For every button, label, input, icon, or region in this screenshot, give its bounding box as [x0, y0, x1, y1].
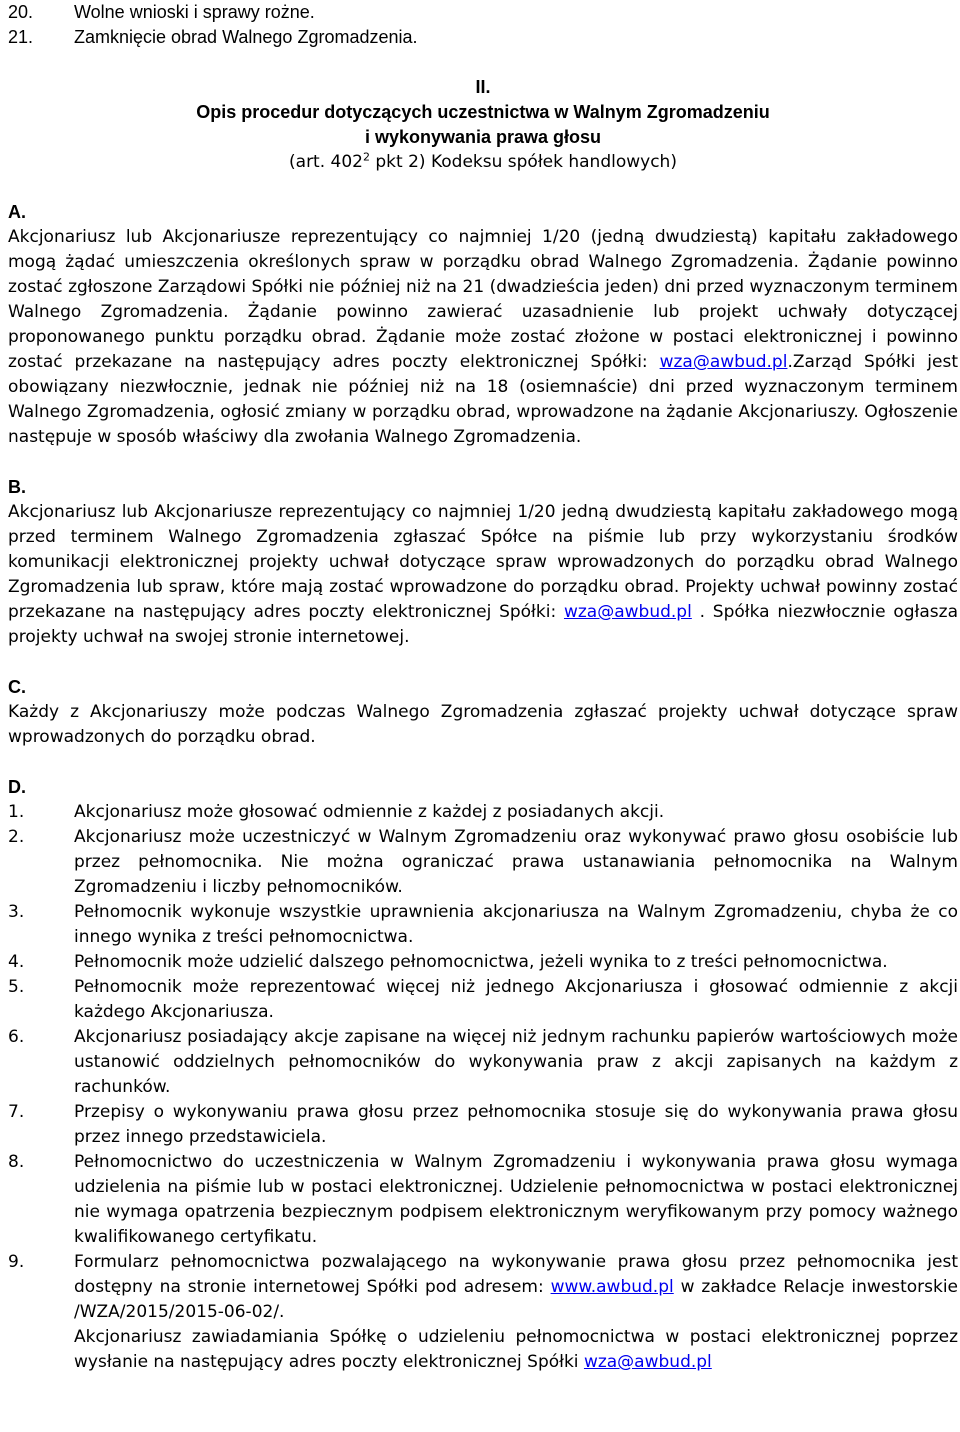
section-c-body: Każdy z Akcjonariuszy może podczas Walnego Zgromadzenia zgłaszać projekty uchwał dotyczące spraw wprowadzonych do porządku obrad. — [8, 702, 958, 747]
list-item-number: 3. — [8, 902, 25, 922]
email-link[interactable]: wza@awbud.pl — [659, 352, 788, 372]
section-a-title: A. — [8, 202, 26, 222]
item9-paragraph — [74, 1250, 958, 1325]
agenda-item-text: Zamknięcie obrad Walnego Zgromadzenia. — [74, 27, 418, 47]
list-item — [8, 975, 958, 1025]
section-b-text-continued: . Spółka niezwłocznie ogłasza projekty uchwał na swojej stronie internetowej. — [8, 602, 958, 647]
list-item-text: Pełnomocnik może reprezentować więcej niż jednego Akcjonariusza i głosować odmiennie z akcji każdego Akcjonariusza. — [74, 977, 958, 1022]
list-item — [8, 1250, 958, 1375]
list-item — [8, 1025, 958, 1100]
list-item-number: 5. — [8, 977, 25, 997]
section-a-body — [8, 225, 958, 450]
agenda-item — [8, 0, 958, 25]
agenda-item-number: 20. — [8, 2, 34, 22]
list-item-text: Akcjonariusz może uczestniczyć w Walnym Zgromadzeniu oraz wykonywać prawo głosu osobiście lub przez pełnomocnika. Nie można ograniczać prawa ustanawiania pełnomocnika na Walnym Zgromadzeniu i liczby pełnomocników. — [74, 827, 958, 897]
list-item-text: Akcjonariusz posiadający akcje zapisane na więcej niż jednym rachunku papierów wartościowych może ustanowić oddzielnych pełnomocników do wykonywania praw z akcji zapisanych na każdym z rachunków. — [74, 1027, 958, 1097]
list-item — [8, 800, 958, 825]
email-link[interactable]: wza@awbud.pl — [563, 602, 692, 622]
section-heading — [8, 75, 958, 150]
section-d — [8, 775, 958, 1375]
item9-note-text: Akcjonariusz zawiadamiania Spółkę o udzieleniu pełnomocnictwa w postaci elektronicznej poprzez wysłanie na następujący adres poczty elektronicznej Spółki — [74, 1327, 958, 1372]
agenda-item — [8, 25, 958, 50]
spacer — [8, 750, 958, 775]
email-link[interactable]: wza@awbud.pl — [583, 1352, 712, 1372]
section-b-body — [8, 500, 958, 650]
list-item-number: 1. — [8, 802, 25, 822]
list-item-text: Pełnomocnik może udzielić dalszego pełnomocnictwa, jeżeli wynika to z treści pełnomocnictwa. — [74, 952, 888, 972]
list-item-number: 6. — [8, 1027, 25, 1047]
legal-ref-suffix: pkt 2) Kodeksu spółek handlowych) — [369, 152, 677, 172]
spacer — [8, 175, 958, 200]
list-item-number: 4. — [8, 952, 25, 972]
list-item-text: Pełnomocnictwo do uczestniczenia w Walnym Zgromadzeniu i wykonywania prawa głosu wymaga udzielenia na piśmie lub w postaci elektronicznej. Udzielenie pełnomocnictwa w postaci elektronicznej nie wymaga opatrzenia bezpiecznym podpisem elektronicznym weryfikowanym przy pomocy ważnego kwalifikowanego certyfikatu. — [74, 1152, 958, 1247]
heading-legal-reference — [8, 150, 958, 175]
list-item — [8, 825, 958, 900]
section-a — [8, 200, 958, 450]
section-b-text: Akcjonariusz lub Akcjonariusze reprezentujący co najmniej 1/20 jedną dwudziestą kapitału zakładowego mogą przed terminem Walnego Zgromadzenia zgłaszać Spółce na piśmie lub przy wykorzystaniu środków komunikacji elektronicznej projekty uchwał dotyczące spraw wprowadzonych do porządku obrad Walnego Zgromadzenia lub spraw, które mają zostać wprowadzone do porządku obrad. Projekty uchwał powinny zostać przekazane na następujący adres poczty elektronicznej Spółki: — [8, 502, 958, 622]
list-item-number: 9. — [8, 1252, 25, 1272]
list-item — [8, 1100, 958, 1150]
section-b — [8, 475, 958, 650]
heading-title-line-2: i wykonywania prawa głosu — [364, 127, 602, 147]
agenda-tail — [8, 0, 958, 50]
list-item — [8, 950, 958, 975]
list-item-text: Pełnomocnik wykonuje wszystkie uprawnienia akcjonariusza na Walnym Zgromadzeniu, chyba że co innego wynika z treści pełnomocnictwa. — [74, 902, 958, 947]
section-a-text: Akcjonariusz lub Akcjonariusze reprezentujący co najmniej 1/20 (jedną dwudziestą) kapitału zakładowego mogą żądać umieszczenia określonych spraw w porządku obrad Walnego Zgromadzenia. Żądanie powinno zostać zgłoszone Zarządowi Spółki nie później niż na 21 (dwadzieścia jeden) dni przed wyznaczonym terminem Walnego Zgromadzenia. Żądanie powinno zawierać uzasadnienie lub projekt uchwały dotyczącej proponowanego punktu porządku obrad. Żądanie może zostać złożone w postaci elektronicznej i powinno zostać przekazane na następujący adres poczty elektronicznej Spółki: — [8, 227, 958, 372]
item9-text: Formularz pełnomocnictwa pozwalającego na wykonywanie prawa głosu przez pełnomocnika jest dostępny na stronie internetowej Spółki pod adresem: — [74, 1252, 958, 1297]
spacer — [8, 50, 958, 75]
section-b-title: B. — [8, 477, 26, 497]
list-item-text: Przepisy o wykonywaniu prawa głosu przez pełnomocnika stosuje się do wykonywania prawa głosu przez innego przedstawiciela. — [74, 1102, 958, 1147]
item9-note — [74, 1325, 958, 1375]
legal-ref-superscript: 2 — [362, 150, 370, 164]
section-d-title: D. — [8, 777, 26, 797]
document-page — [8, 0, 958, 1375]
heading-roman-numeral: II. — [475, 77, 491, 97]
agenda-item-number: 21. — [8, 27, 34, 47]
list-item — [8, 1150, 958, 1250]
heading-title-line-1: Opis procedur dotyczących uczestnictwa w Walnym Zgromadzeniu — [196, 102, 770, 122]
section-c-title: C. — [8, 677, 26, 697]
list-item-number: 7. — [8, 1102, 25, 1122]
list-item-number: 2. — [8, 827, 25, 847]
spacer — [8, 650, 958, 675]
section-c — [8, 675, 958, 750]
spacer — [8, 450, 958, 475]
section-a-text-continued: .Zarząd Spółki jest obowiązany niezwłocznie, jednak nie później niż na 18 (osiemnaście) dni przed wyznaczonym terminem Walnego Zgromadzenia, ogłosić zmiany w porządku obrad, wprowadzone na żądanie Akcjonariuszy. Ogłoszenie następuje w sposób właściwy dla zwołania Walnego Zgromadzenia. — [8, 352, 958, 447]
list-item-text — [74, 1250, 958, 1375]
agenda-item-text: Wolne wnioski i sprawy rożne. — [74, 2, 315, 22]
list-item-text: Akcjonariusz może głosować odmiennie z każdej z posiadanych akcji. — [74, 802, 665, 822]
list-item — [8, 900, 958, 950]
website-link[interactable]: www.awbud.pl — [550, 1277, 674, 1297]
legal-ref-prefix: (art. 402 — [289, 152, 363, 172]
list-item-number: 8. — [8, 1152, 25, 1172]
item9-text-continued: w zakładce Relacje inwestorskie /WZA/2015/2015-06-02/. — [74, 1277, 959, 1322]
